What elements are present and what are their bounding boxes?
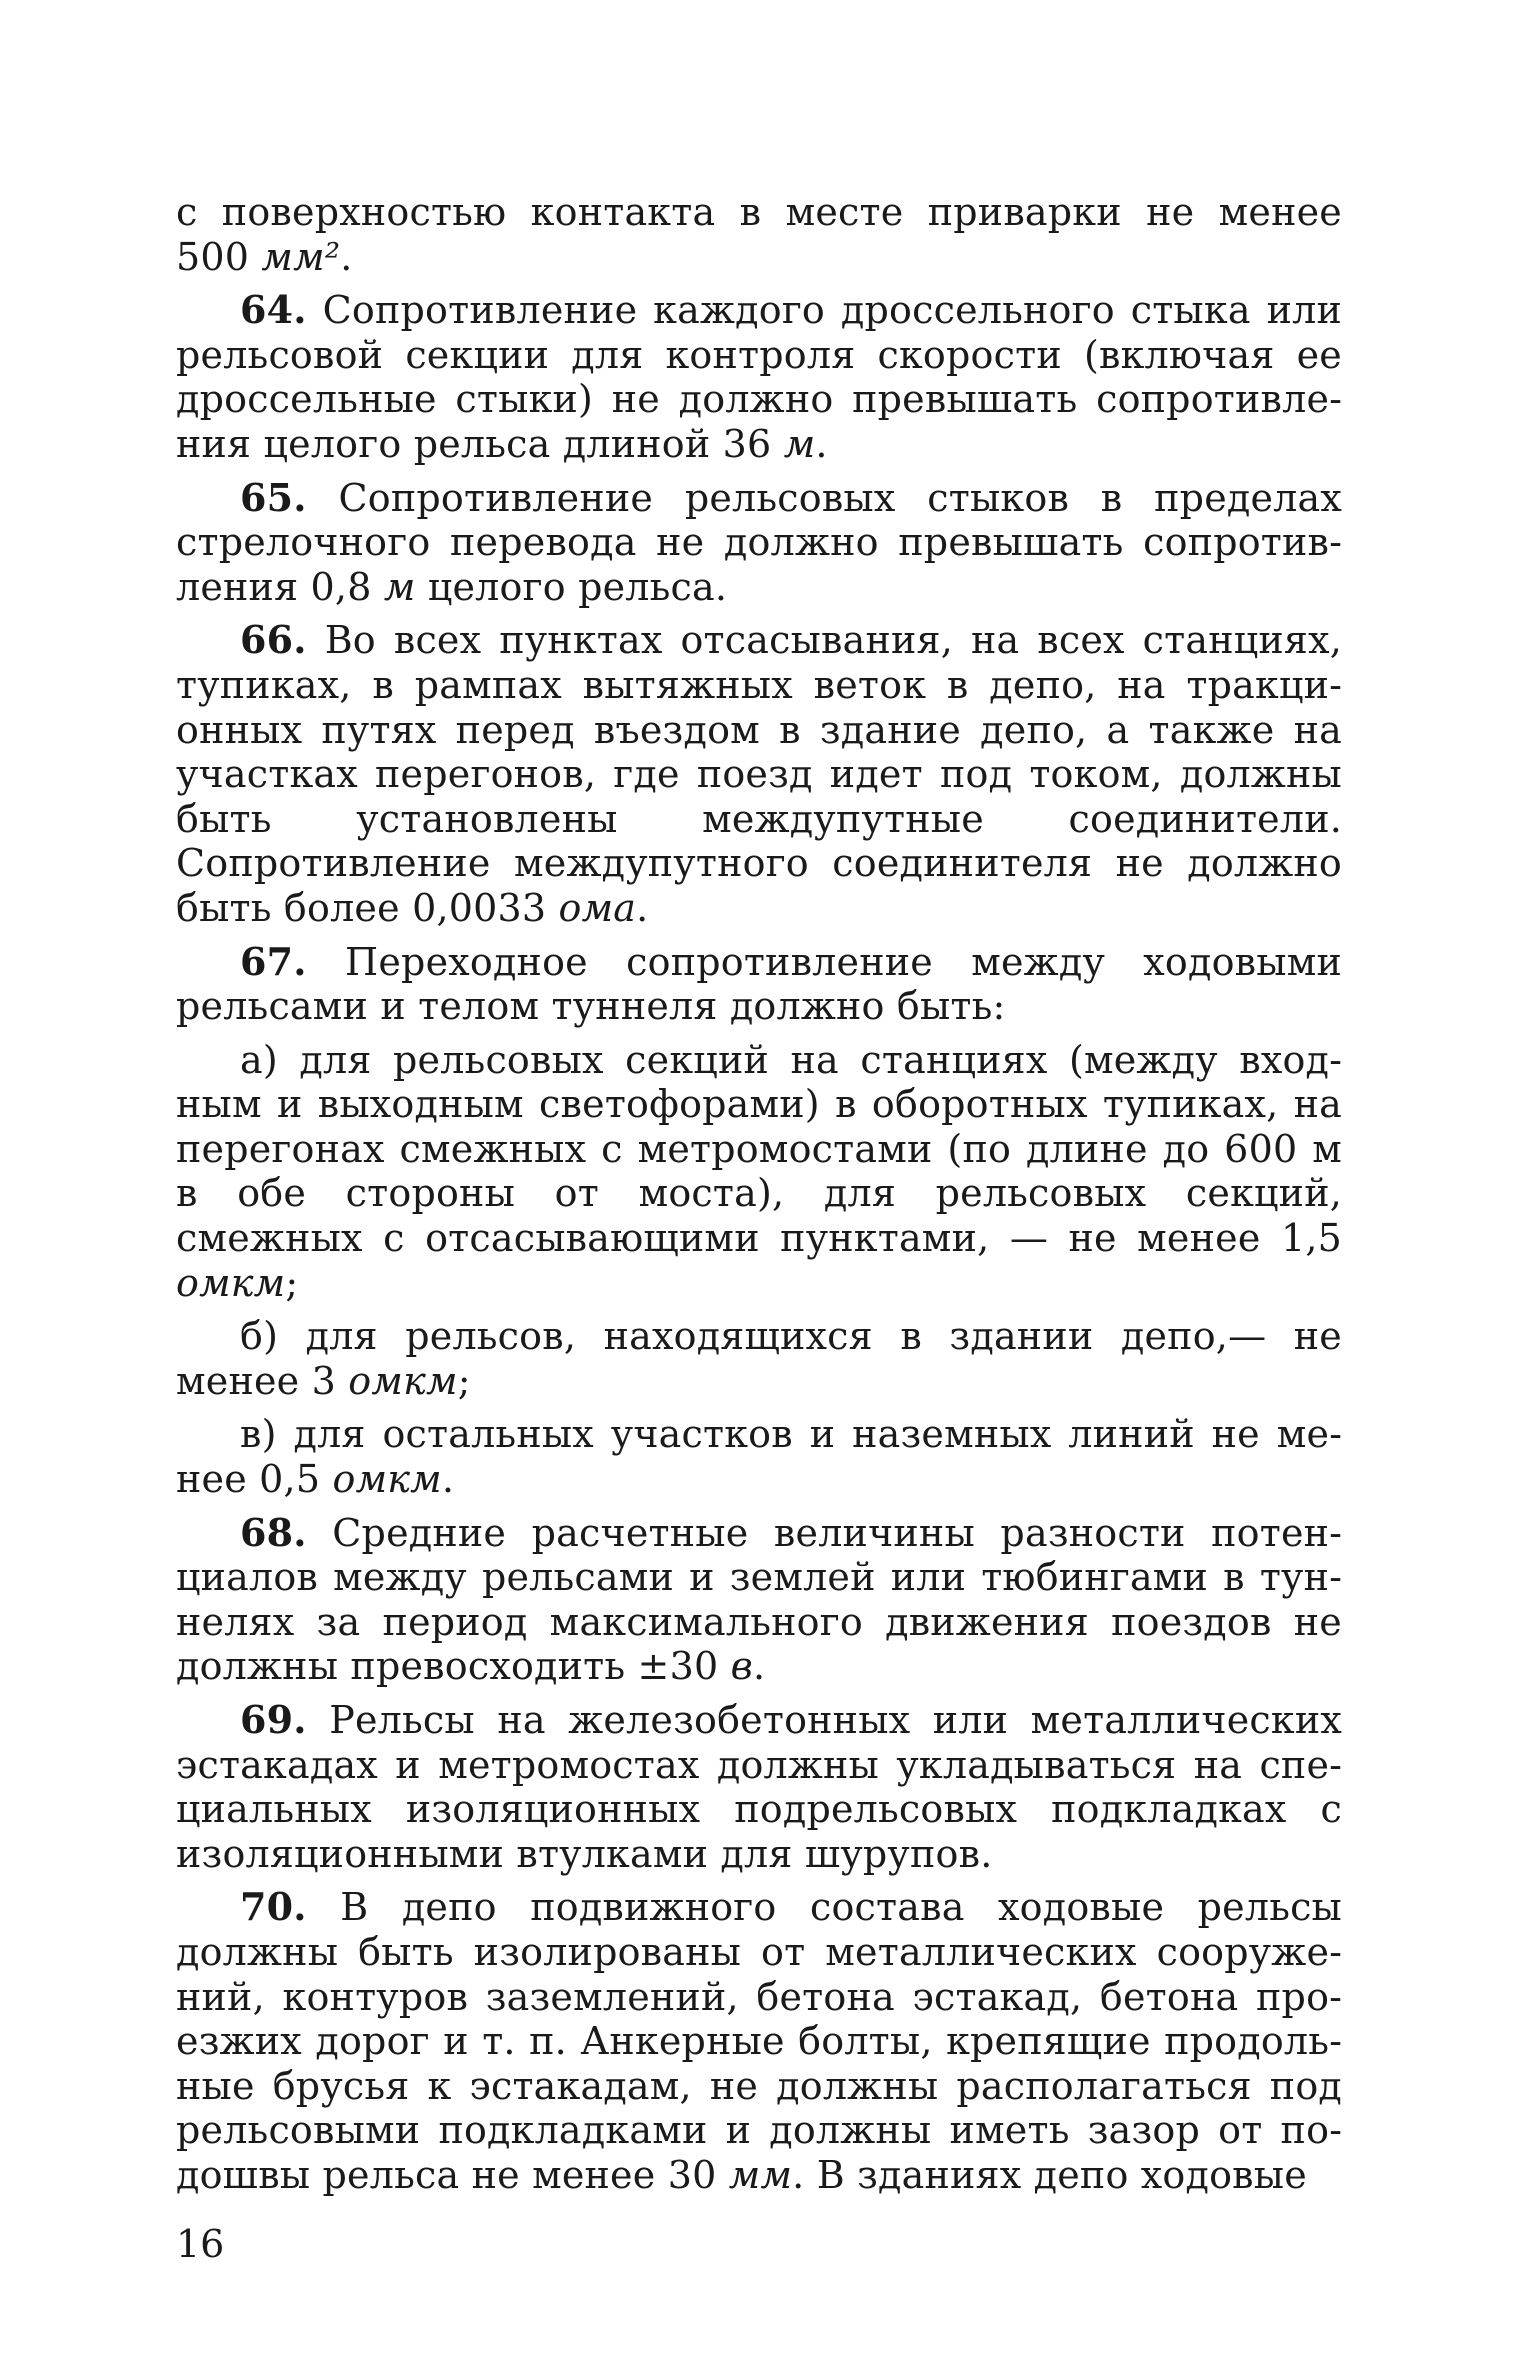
unit-m: м: [783, 421, 816, 466]
paragraph-67: 67. Переходное сопротивление между ходовыми рельсами и телом туннеля должно быть:: [176, 938, 1342, 1029]
unit-volt: в: [730, 1644, 753, 1689]
paragraph-number: 68.: [240, 1509, 307, 1555]
paragraph-number: 69.: [240, 1697, 307, 1742]
paragraph-70: 70. В депо подвижного состава ходовые рельсы должны быть изолированы от металлических сооружений, контуров заземлений, бетона эстакад, бетона проезжих дорог и т. п. Анкерные болты, крепящие продольные брусья к эстакадам, не должны располагаться под рельсовыми подкладками и должны иметь зазор от подошвы рельса не менее 30 мм. В зданиях депо ходовые: [176, 1884, 1343, 2197]
paragraph-69: 69. Рельсы на железобетонных или металлических эстакадах и метромостах должны укладываться на специальных изоляционных подрельсовых подкладках с изоляционными втулками для шурупов.: [176, 1697, 1342, 1876]
page-body: [176, 190, 1342, 2280]
unit-ohmkm: омкм: [176, 1260, 286, 1305]
paragraph-64: 64. Сопротивление каждого дроссельного стыка или рельсовой секции для контроля скорости (включая ее дроссельные стыки) не должно превышать сопротивления целого рельса длиной 36 м.: [176, 287, 1343, 466]
paragraph-number: 64.: [240, 287, 307, 333]
page-number: 16: [176, 2222, 225, 2266]
unit-ohm: ома: [558, 885, 637, 930]
paragraph-number: 66.: [240, 617, 307, 663]
paragraph-number: 67.: [240, 938, 307, 984]
paragraph-67b: б) для рельсов, находящихся в здании депо,— не менее 3 омкм;: [176, 1314, 1342, 1403]
paragraph-number: 70.: [240, 1884, 307, 1930]
unit-m: м: [383, 564, 416, 609]
unit-mm2: мм²: [261, 234, 341, 279]
paragraph-66: 66. Во всех пунктах отсасывания, на всех станциях, тупиках, в рампах вытяжных веток в депо, на тракционных путях перед въездом в здание депо, а также на участках перегонов, где поезд идет под током, должны быть установлены междупутные соединители. Сопротивление междупутного соединителя не должно быть более 0,0033 ома.: [176, 617, 1342, 930]
paragraph-67v: в) для остальных участков и наземных линий не менее 0,5 омкм.: [176, 1412, 1342, 1502]
unit-ohmkm: омкм: [332, 1457, 442, 1502]
paragraph-number: 65.: [240, 474, 307, 520]
paragraph-67a: а) для рельсовых секций на станциях (между входным и выходным светофорами) в оборотных тупиках, на перегонах смежных с метромостами (по длине до 600 м в обе стороны от моста), для рельсовых секций, смежных с отсасывающими пунктами, — не менее 1,5 омкм;: [176, 1037, 1342, 1305]
unit-mm: мм: [728, 2152, 793, 2197]
paragraph-68: 68. Средние расчетные величины разности потенциалов между рельсами и землей или тюбингами в туннелях за период максимального движения поездов не должны превосходить ±30 в.: [176, 1509, 1343, 1689]
paragraph-continuation: с поверхностью контакта в месте приварки не менее 500 мм².: [176, 190, 1342, 279]
unit-ohmkm: омкм: [348, 1358, 458, 1403]
paragraph-65: 65. Сопротивление рельсовых стыков в пределах стрелочного перевода не должно превышать сопротивления 0,8 м целого рельса.: [176, 474, 1342, 609]
